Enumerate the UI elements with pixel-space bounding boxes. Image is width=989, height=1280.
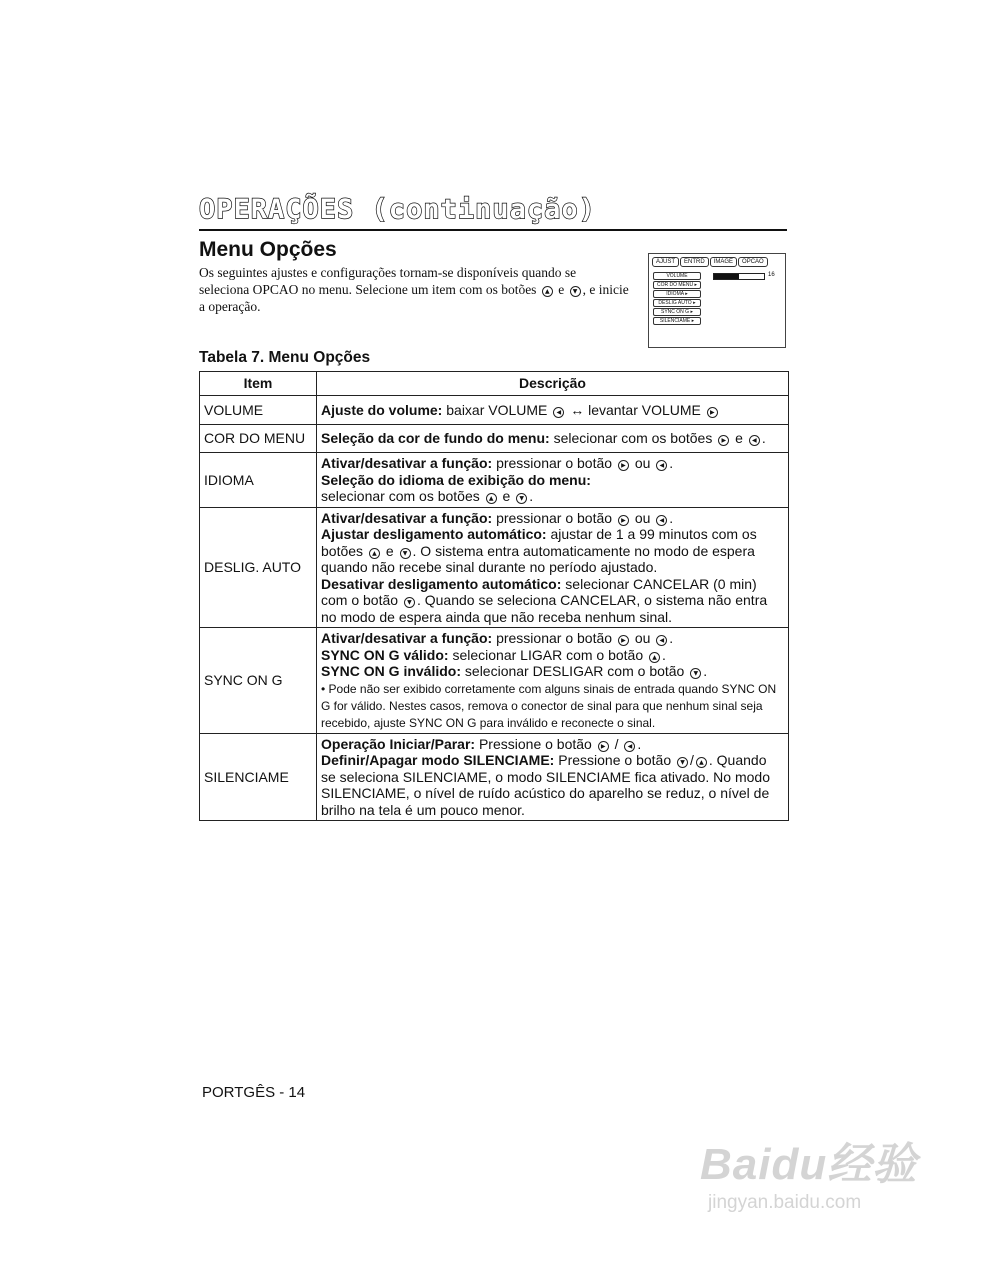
desc-text: baixar VOLUME xyxy=(446,401,548,418)
desc-text: ou xyxy=(634,509,651,526)
row-description: Ativar/desativar a função: pressionar o botão ▶ ou ◀ . Ajustar desligamento automático: ajustar de 1 a 99 minutos com os botões ▲ e ▼ . O sistema entra automaticamente no modo de espera quando não recebe sinal durante no período ajustado. Desativar desligamento automático: selecionar CANCELAR (0 min) com o botão ▼ . Quando se seleciona CANCELAR, o sistema não entra no modo de espera ainda que não receba nenhum sinal. xyxy=(317,507,789,628)
title-divider xyxy=(199,229,787,231)
desc-text: selecionar CANCELAR (0 min) com o botão xyxy=(321,575,757,608)
desc-bold: Operação Iniciar/Parar: xyxy=(321,735,476,752)
left-button-icon: ◀ xyxy=(656,635,667,646)
right-button-icon: ▶ xyxy=(618,460,629,471)
menu-items xyxy=(653,272,701,326)
volume-bar-fill xyxy=(714,274,739,279)
up-button-icon: ▲ xyxy=(369,548,380,559)
left-button-icon: ◀ xyxy=(553,407,564,418)
sync-note: • Pode não ser exibido corretamente com alguns sinais de entrada quando SYNC ON G for válido. Nestes casos, remova o conector de sinal para que nenhum sinal seja recebido, ajuste SYNC ON G para inválido e reconecte o sinal. xyxy=(321,681,777,730)
menu-item-deslig-auto: DESLIG AUTO ▸ xyxy=(653,299,701,307)
up-button-icon: ▲ xyxy=(696,757,707,768)
table-caption: Tabela 7. Menu Opções xyxy=(199,349,371,366)
menu-item-sync-on-g: SYNC ON G ▸ xyxy=(653,308,701,316)
volume-value: 16 xyxy=(768,272,775,278)
menu-tab-ajust: AJUST xyxy=(652,257,679,267)
desc-text: . Quando se seleciona CANCELAR, o sistema não entra no modo de espera ainda que não receba nenhum sinal. xyxy=(321,592,768,625)
menu-tab-opcao: OPCAO xyxy=(738,257,768,267)
table-row xyxy=(200,733,789,821)
header-description: Descrição xyxy=(317,372,789,396)
baidu-url: jingyan.baidu.com xyxy=(708,1192,862,1213)
left-button-icon: ◀ xyxy=(749,435,760,446)
down-button-icon: ▼ xyxy=(516,493,527,504)
row-description: Ativar/desativar a função: pressionar o botão ▶ ou ◀ . Seleção do idioma de exibição do menu: selecionar com os botões ▲ e ▼ . xyxy=(317,453,789,508)
up-button-icon: ▲ xyxy=(649,652,660,663)
desc-text: pressionar o botão xyxy=(496,455,613,471)
menu-item-idioma: IDIOMA ▸ xyxy=(653,290,701,298)
table-row xyxy=(200,453,789,508)
row-item: IDIOMA xyxy=(200,453,317,508)
down-button-icon: ▼ xyxy=(677,757,688,768)
right-button-icon: ▶ xyxy=(718,435,729,446)
desc-text: pressionar o botão xyxy=(496,630,613,646)
desc-text: Pressione o botão xyxy=(558,752,672,768)
desc-text: . Quando se seleciona SILENCIAME, o modo SILENCIAME fica ativado. No modo SILENCIAME, o nível de ruído acústico do aparelho se reduz, o nível de brilho na tela é um pouco menor. xyxy=(321,752,770,818)
volume-bar xyxy=(713,273,765,280)
table-row xyxy=(200,628,789,734)
desc-bold: Ajustar desligamento automático: xyxy=(321,526,547,542)
menu-screenshot xyxy=(648,253,786,348)
intro-text: Os seguintes ajustes e configurações tornam-se disponíveis quando se seleciona OPCAO no menu. Selecione um item com os botões xyxy=(199,265,577,297)
row-item: VOLUME xyxy=(200,396,317,425)
desc-text: ajustar de 1 a 99 minutos com os botões xyxy=(321,526,757,559)
desc-text: ou xyxy=(634,455,651,471)
down-button-icon: ▼ xyxy=(570,286,581,297)
desc-text: / xyxy=(614,735,619,752)
right-button-icon: ▶ xyxy=(598,741,609,752)
up-button-icon: ▲ xyxy=(542,286,553,297)
desc-bold: Seleção da cor de fundo do menu: xyxy=(321,430,550,447)
desc-bold: Ativar/desativar a função: xyxy=(321,630,493,646)
menu-item-volume: VOLUME xyxy=(653,272,701,280)
desc-bold: Definir/Apagar modo SILENCIAME: xyxy=(321,752,555,768)
desc-text: ↔ levantar VOLUME xyxy=(570,401,701,418)
row-item: COR DO MENU xyxy=(200,425,317,453)
header-item: Item xyxy=(200,372,317,396)
row-item: SILENCIAME xyxy=(200,733,317,821)
options-table xyxy=(199,371,789,821)
intro-paragraph xyxy=(199,264,629,315)
intro-text: e xyxy=(558,282,565,297)
menu-item-cor-do-menu: COR DO MENU ▸ xyxy=(653,281,701,289)
desc-bold: Ajuste do volume: xyxy=(321,401,443,418)
desc-bold: Ativar/desativar a função: xyxy=(321,455,493,471)
intro-text: , e inicie a operação. xyxy=(199,282,629,314)
table-row xyxy=(200,507,789,628)
desc-text: selecionar com os botões xyxy=(321,488,480,504)
desc-bold: Seleção do idioma de exibição do menu: xyxy=(321,471,591,488)
desc-text: selecionar DESLIGAR com o botão xyxy=(464,663,685,679)
row-description: Operação Iniciar/Parar: Pressione o botão ▶ / ◀ . Definir/Apagar modo SILENCIAME: Pressione o botão ▼ / ▲ . Quando se seleciona SILENCIAME, o modo SILENCIAME fica ativado. No modo SILENCIAME, o nível de ruído acústico do aparelho se reduz, o nível de brilho na tela é um pouco menor. xyxy=(317,733,789,821)
up-button-icon: ▲ xyxy=(486,493,497,504)
right-button-icon: ▶ xyxy=(618,515,629,526)
desc-bold: SYNC ON G inválido: xyxy=(321,663,462,679)
page-header xyxy=(199,192,787,231)
row-item: DESLIG. AUTO xyxy=(200,507,317,628)
table-row xyxy=(200,425,789,453)
down-button-icon: ▼ xyxy=(690,668,701,679)
down-button-icon: ▼ xyxy=(400,548,411,559)
left-button-icon: ◀ xyxy=(624,741,635,752)
row-description: Ativar/desativar a função: pressionar o botão ▶ ou ◀ . SYNC ON G válido: selecionar LIGAR com o botão ▲ . SYNC ON G inválido: selecionar DESLIGAR com o botão ▼ . • Pode não ser exibido corretamente com alguns sinais de entrada quando SYNC ON G for válido. Nestes casos, remova o conector de sinal para que nenhum sinal seja recebido, ajuste SYNC ON G para inválido e reconecte o sinal. xyxy=(317,628,789,734)
desc-text: selecionar com os botões xyxy=(553,430,713,447)
desc-bold: Ativar/desativar a função: xyxy=(321,509,493,526)
menu-tab-image: IMAGE xyxy=(710,257,737,267)
desc-text: e xyxy=(502,488,511,504)
row-description xyxy=(317,396,789,425)
table-row xyxy=(200,396,789,425)
menu-tabs xyxy=(652,257,769,267)
down-button-icon: ▼ xyxy=(404,597,415,608)
baidu-watermark xyxy=(700,1128,917,1214)
page-title: OPERAÇÕES (continuação) xyxy=(199,194,596,225)
desc-text: Pressione o botão xyxy=(478,735,592,752)
baidu-logo: Baidu经验 xyxy=(700,1140,918,1189)
right-button-icon: ▶ xyxy=(618,635,629,646)
row-description: Seleção da cor de fundo do menu: selecionar com os botões ▶ e ◀ . xyxy=(317,425,789,453)
desc-text: selecionar LIGAR com o botão xyxy=(452,646,644,663)
row-item: SYNC ON G xyxy=(200,628,317,734)
right-button-icon: ▶ xyxy=(707,407,718,418)
desc-text: e xyxy=(385,542,394,559)
desc-bold: SYNC ON G válido: xyxy=(321,646,449,663)
table-header-row xyxy=(200,372,789,396)
menu-item-silenciame: SILENCIAME ▸ xyxy=(653,317,701,325)
section-title: Menu Opções xyxy=(199,238,337,261)
desc-text: e xyxy=(735,430,743,447)
desc-text: pressionar o botão xyxy=(496,509,613,526)
desc-text: ou xyxy=(634,630,651,646)
left-button-icon: ◀ xyxy=(656,460,667,471)
desc-text: . O sistema entra automaticamente no modo de espera quando não recebe sinal durante no período ajustado. xyxy=(321,542,755,575)
page-footer: PORTGÊS - 14 xyxy=(202,1084,306,1101)
menu-tab-entrd: ENTRD xyxy=(680,257,709,267)
desc-bold: Desativar desligamento automático: xyxy=(321,575,562,592)
left-button-icon: ◀ xyxy=(656,515,667,526)
